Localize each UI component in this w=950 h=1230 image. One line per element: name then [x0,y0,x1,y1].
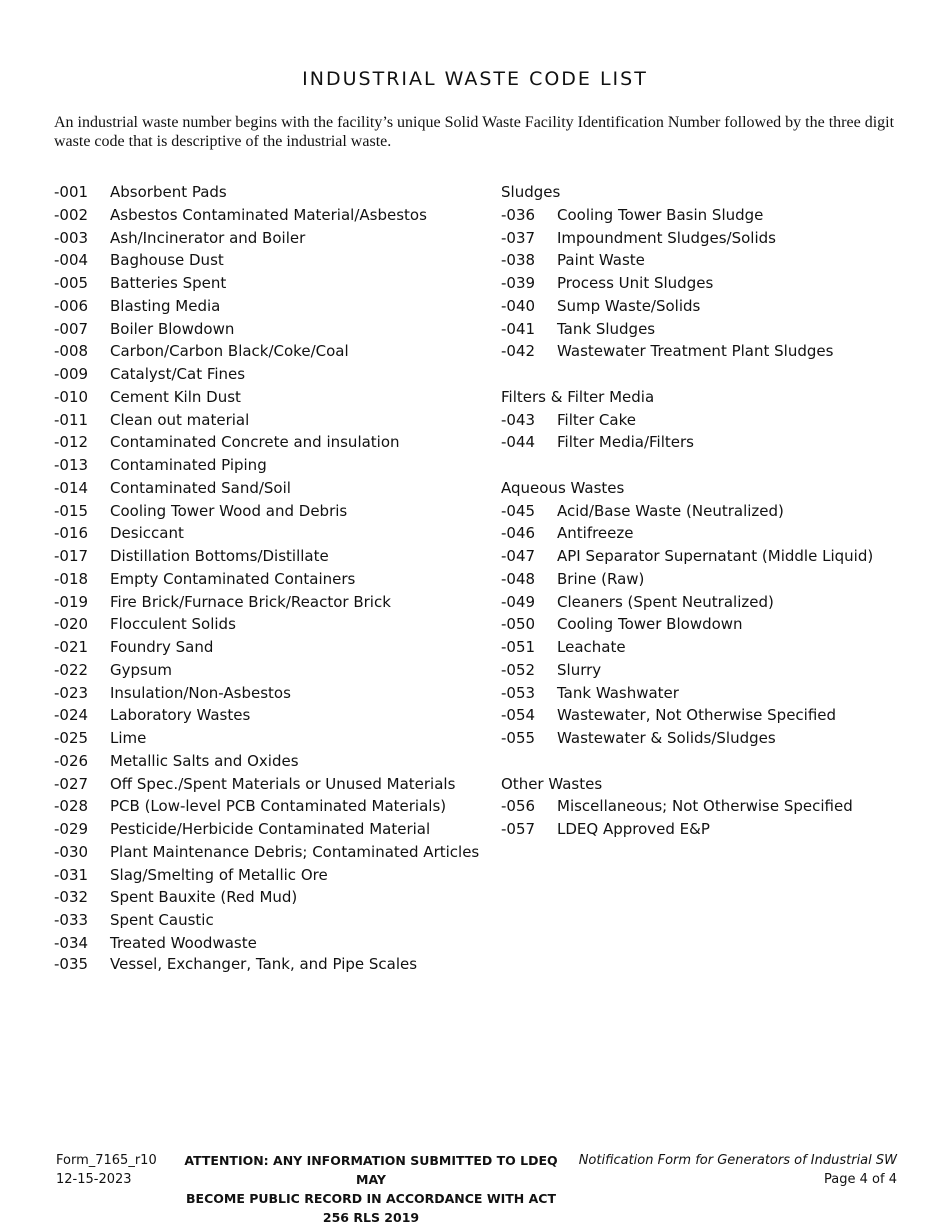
waste-code-row [54,750,494,773]
waste-description: Slurry [557,660,602,679]
waste-code-row [501,545,921,568]
footer-attention [171,1151,571,1227]
waste-code-row [501,500,921,523]
waste-code-row [54,795,494,818]
waste-code-row [54,545,494,568]
waste-code-row [54,591,494,614]
waste-code-row [54,477,494,500]
waste-description: Plant Maintenance Debris; Contaminated Articles [110,842,480,861]
waste-code: -012 [54,433,89,452]
waste-code-row [54,613,494,636]
page-title: INDUSTRIAL WASTE CODE LIST [302,68,648,90]
waste-code: -039 [501,274,536,292]
waste-code-row [54,841,494,864]
waste-description: Cooling Tower Basin Sludge [557,205,764,224]
waste-code: -035 [54,954,89,973]
waste-description: Cement Kiln Dust [110,387,241,406]
waste-description: Cooling Tower Blowdown [557,615,743,634]
attention-line-1: ATTENTION: ANY INFORMATION SUBMITTED TO LDEQ MAY [184,1153,558,1187]
waste-code: -011 [54,410,89,429]
waste-code-row [501,591,921,614]
waste-description: Catalyst/Cat Fines [110,365,246,383]
waste-code-row [501,204,921,227]
intro-paragraph: An industrial waste number begins with the facility’s unique Solid Waste Facility Identification Number followed by the three digit waste code that is descriptive of the industrial waste. [54,114,895,150]
waste-code: -033 [54,911,89,929]
left-code-list [54,181,494,974]
section-title: Other Wastes [501,774,603,793]
section-title: Aqueous Wastes [501,478,625,497]
waste-description: Contaminated Piping [110,456,267,474]
waste-code: -055 [501,729,536,747]
page-number: Page 4 of 4 [824,1172,897,1187]
waste-code-row [54,773,494,796]
waste-code: -028 [54,797,89,816]
waste-description: Distillation Bottoms/Distillate [110,547,329,565]
waste-code-row [54,363,494,386]
waste-code-row [501,795,921,818]
waste-code: -017 [54,547,89,565]
waste-code: -026 [54,751,89,770]
waste-code-row [54,659,494,682]
waste-code-row [501,704,921,727]
waste-description: Insulation/Non-Asbestos [110,683,291,702]
section-title: Filters & Filter Media [501,387,655,406]
waste-code: -037 [501,228,536,247]
waste-code-row [54,568,494,591]
section-spacer [501,454,921,477]
waste-code: -016 [54,524,89,543]
waste-code-row [501,227,921,250]
waste-code-row [54,864,494,887]
waste-description: Brine (Raw) [557,569,645,588]
waste-description: Off Spec./Spent Materials or Unused Materials [110,774,456,793]
waste-description: Wastewater & Solids/Sludges [557,729,776,747]
waste-code-row [54,727,494,750]
waste-code: -030 [54,842,89,861]
waste-description: Cooling Tower Wood and Debris [110,501,348,520]
waste-code: -031 [54,865,89,884]
waste-code: -007 [54,319,89,338]
waste-code: -041 [501,319,536,338]
waste-code: -046 [501,524,536,543]
waste-code-row [54,386,494,409]
waste-code-row [501,727,921,750]
waste-code: -021 [54,638,89,656]
form-date: 12-15-2023 [56,1172,132,1187]
waste-code-row [501,295,921,318]
waste-code-row [501,568,921,591]
waste-code: -051 [501,638,536,656]
waste-code: -024 [54,706,89,725]
waste-code: -015 [54,501,89,520]
waste-code-row [54,340,494,363]
section-spacer [501,363,921,386]
waste-description: Antifreeze [557,524,634,543]
waste-code: -018 [54,569,89,588]
waste-code: -043 [501,410,536,429]
waste-code-row [54,204,494,227]
waste-code-row [54,955,494,975]
waste-code: -019 [54,592,89,611]
waste-description: Carbon/Carbon Black/Coke/Coal [110,342,349,361]
waste-description: Tank Washwater [557,683,679,702]
waste-code-row [501,522,921,545]
waste-code: -048 [501,569,536,588]
waste-code-row [54,249,494,272]
waste-description: Impoundment Sludges/Solids [557,228,776,247]
waste-code: -034 [54,933,89,952]
waste-code-row [54,522,494,545]
waste-code: -005 [54,274,89,292]
waste-code-row [54,227,494,250]
attention-line-2: BECOME PUBLIC RECORD IN ACCORDANCE WITH ACT 256 RLS 2019 [186,1191,556,1225]
waste-description: Lime [110,729,147,747]
waste-code: -022 [54,660,89,679]
waste-code: -047 [501,547,536,565]
waste-code-row [501,659,921,682]
waste-code: -057 [501,820,536,838]
waste-code: -009 [54,365,89,383]
waste-code-row [54,431,494,454]
waste-code: -008 [54,342,89,361]
waste-code: -027 [54,774,89,793]
waste-code: -001 [54,183,89,201]
waste-description: Empty Contaminated Containers [110,569,356,588]
waste-code: -023 [54,683,89,702]
waste-code-row [501,409,921,432]
waste-description: Clean out material [110,410,250,429]
waste-code-row [54,318,494,341]
waste-code-row [501,431,921,454]
waste-code: -038 [501,251,536,270]
waste-description: Process Unit Sludges [557,274,714,292]
right-code-list [501,181,921,841]
waste-code-row [54,932,494,955]
waste-description: Miscellaneous; Not Otherwise Specified [557,797,853,816]
waste-description: Fire Brick/Furnace Brick/Reactor Brick [110,592,391,611]
waste-description: Sump Waste/Solids [557,296,701,315]
waste-description: Pesticide/Herbicide Contaminated Material [110,820,431,838]
waste-code-row [501,340,921,363]
waste-description: Asbestos Contaminated Material/Asbestos [110,205,427,224]
waste-description: Cleaners (Spent Neutralized) [557,592,774,611]
waste-code-row [54,181,494,204]
waste-description: Acid/Base Waste (Neutralized) [557,501,784,520]
waste-code-row [501,613,921,636]
waste-description: Flocculent Solids [110,615,236,634]
waste-code: -056 [501,797,536,816]
waste-code: -003 [54,228,89,247]
waste-code: -052 [501,660,536,679]
waste-description: Filter Media/Filters [557,433,694,452]
waste-description: Spent Bauxite (Red Mud) [110,888,298,907]
waste-description: LDEQ Approved E&P [557,820,710,838]
waste-description: Metallic Salts and Oxides [110,751,299,770]
waste-code: -029 [54,820,89,838]
waste-code-row [54,500,494,523]
waste-code: -014 [54,478,89,497]
waste-description: Laboratory Wastes [110,706,251,725]
waste-code: -004 [54,251,89,270]
waste-description: Wastewater, Not Otherwise Specified [557,706,837,725]
form-number: Form_7165_r10 [56,1153,157,1168]
waste-code-row [501,318,921,341]
waste-description: Wastewater Treatment Plant Sludges [557,342,834,361]
waste-code-row [501,249,921,272]
waste-code: -020 [54,615,89,634]
waste-description: API Separator Supernatant (Middle Liquid) [557,547,874,565]
waste-description: Foundry Sand [110,638,214,656]
waste-code: -006 [54,296,89,315]
waste-code: -036 [501,205,536,224]
waste-code-row [54,909,494,932]
waste-code-row [501,272,921,295]
waste-description: Desiccant [110,524,184,543]
waste-description: Boiler Blowdown [110,319,235,338]
waste-code: -010 [54,387,89,406]
waste-description: PCB (Low-level PCB Contaminated Materials) [110,797,447,816]
waste-code: -049 [501,592,536,611]
waste-code-row [54,272,494,295]
waste-description: Absorbent Pads [110,183,227,201]
waste-description: Vessel, Exchanger, Tank, and Pipe Scales [110,954,418,973]
waste-description: Baghouse Dust [110,251,224,270]
waste-code: -054 [501,706,536,725]
waste-code-row [501,636,921,659]
waste-description: Gypsum [110,660,172,679]
waste-code-row [54,704,494,727]
waste-description: Paint Waste [557,251,645,270]
waste-code-row [54,409,494,432]
waste-description: Leachate [557,638,626,656]
footer-form-info [56,1151,157,1189]
footer-page-info [579,1151,897,1189]
waste-code-row [54,818,494,841]
waste-description: Ash/Incinerator and Boiler [110,228,306,247]
waste-description: Slag/Smelting of Metallic Ore [110,865,328,884]
waste-description: Filter Cake [557,410,636,429]
waste-code: -040 [501,296,536,315]
waste-code: -013 [54,456,89,474]
waste-description: Contaminated Concrete and insulation [110,433,400,452]
waste-description: Treated Woodwaste [110,933,257,952]
waste-code: -042 [501,342,536,361]
waste-code-row [54,636,494,659]
waste-description: Blasting Media [110,296,221,315]
waste-code: -053 [501,683,536,702]
waste-code-row [54,682,494,705]
waste-code: -025 [54,729,89,747]
waste-code: -002 [54,205,89,224]
waste-code-row [501,818,921,841]
waste-code-row [501,682,921,705]
waste-code: -044 [501,433,536,452]
waste-description: Batteries Spent [110,274,227,292]
waste-code: -050 [501,615,536,634]
section-title: Sludges [501,183,561,201]
form-name: Notification Form for Generators of Industrial SW [578,1153,897,1168]
waste-code-row [54,454,494,477]
waste-description: Spent Caustic [110,911,214,929]
waste-code-row [54,886,494,909]
waste-code: -045 [501,501,536,520]
waste-code: -032 [54,888,89,907]
waste-code-row [54,295,494,318]
section-spacer [501,750,921,773]
waste-description: Contaminated Sand/Soil [110,478,291,497]
waste-description: Tank Sludges [557,319,656,338]
